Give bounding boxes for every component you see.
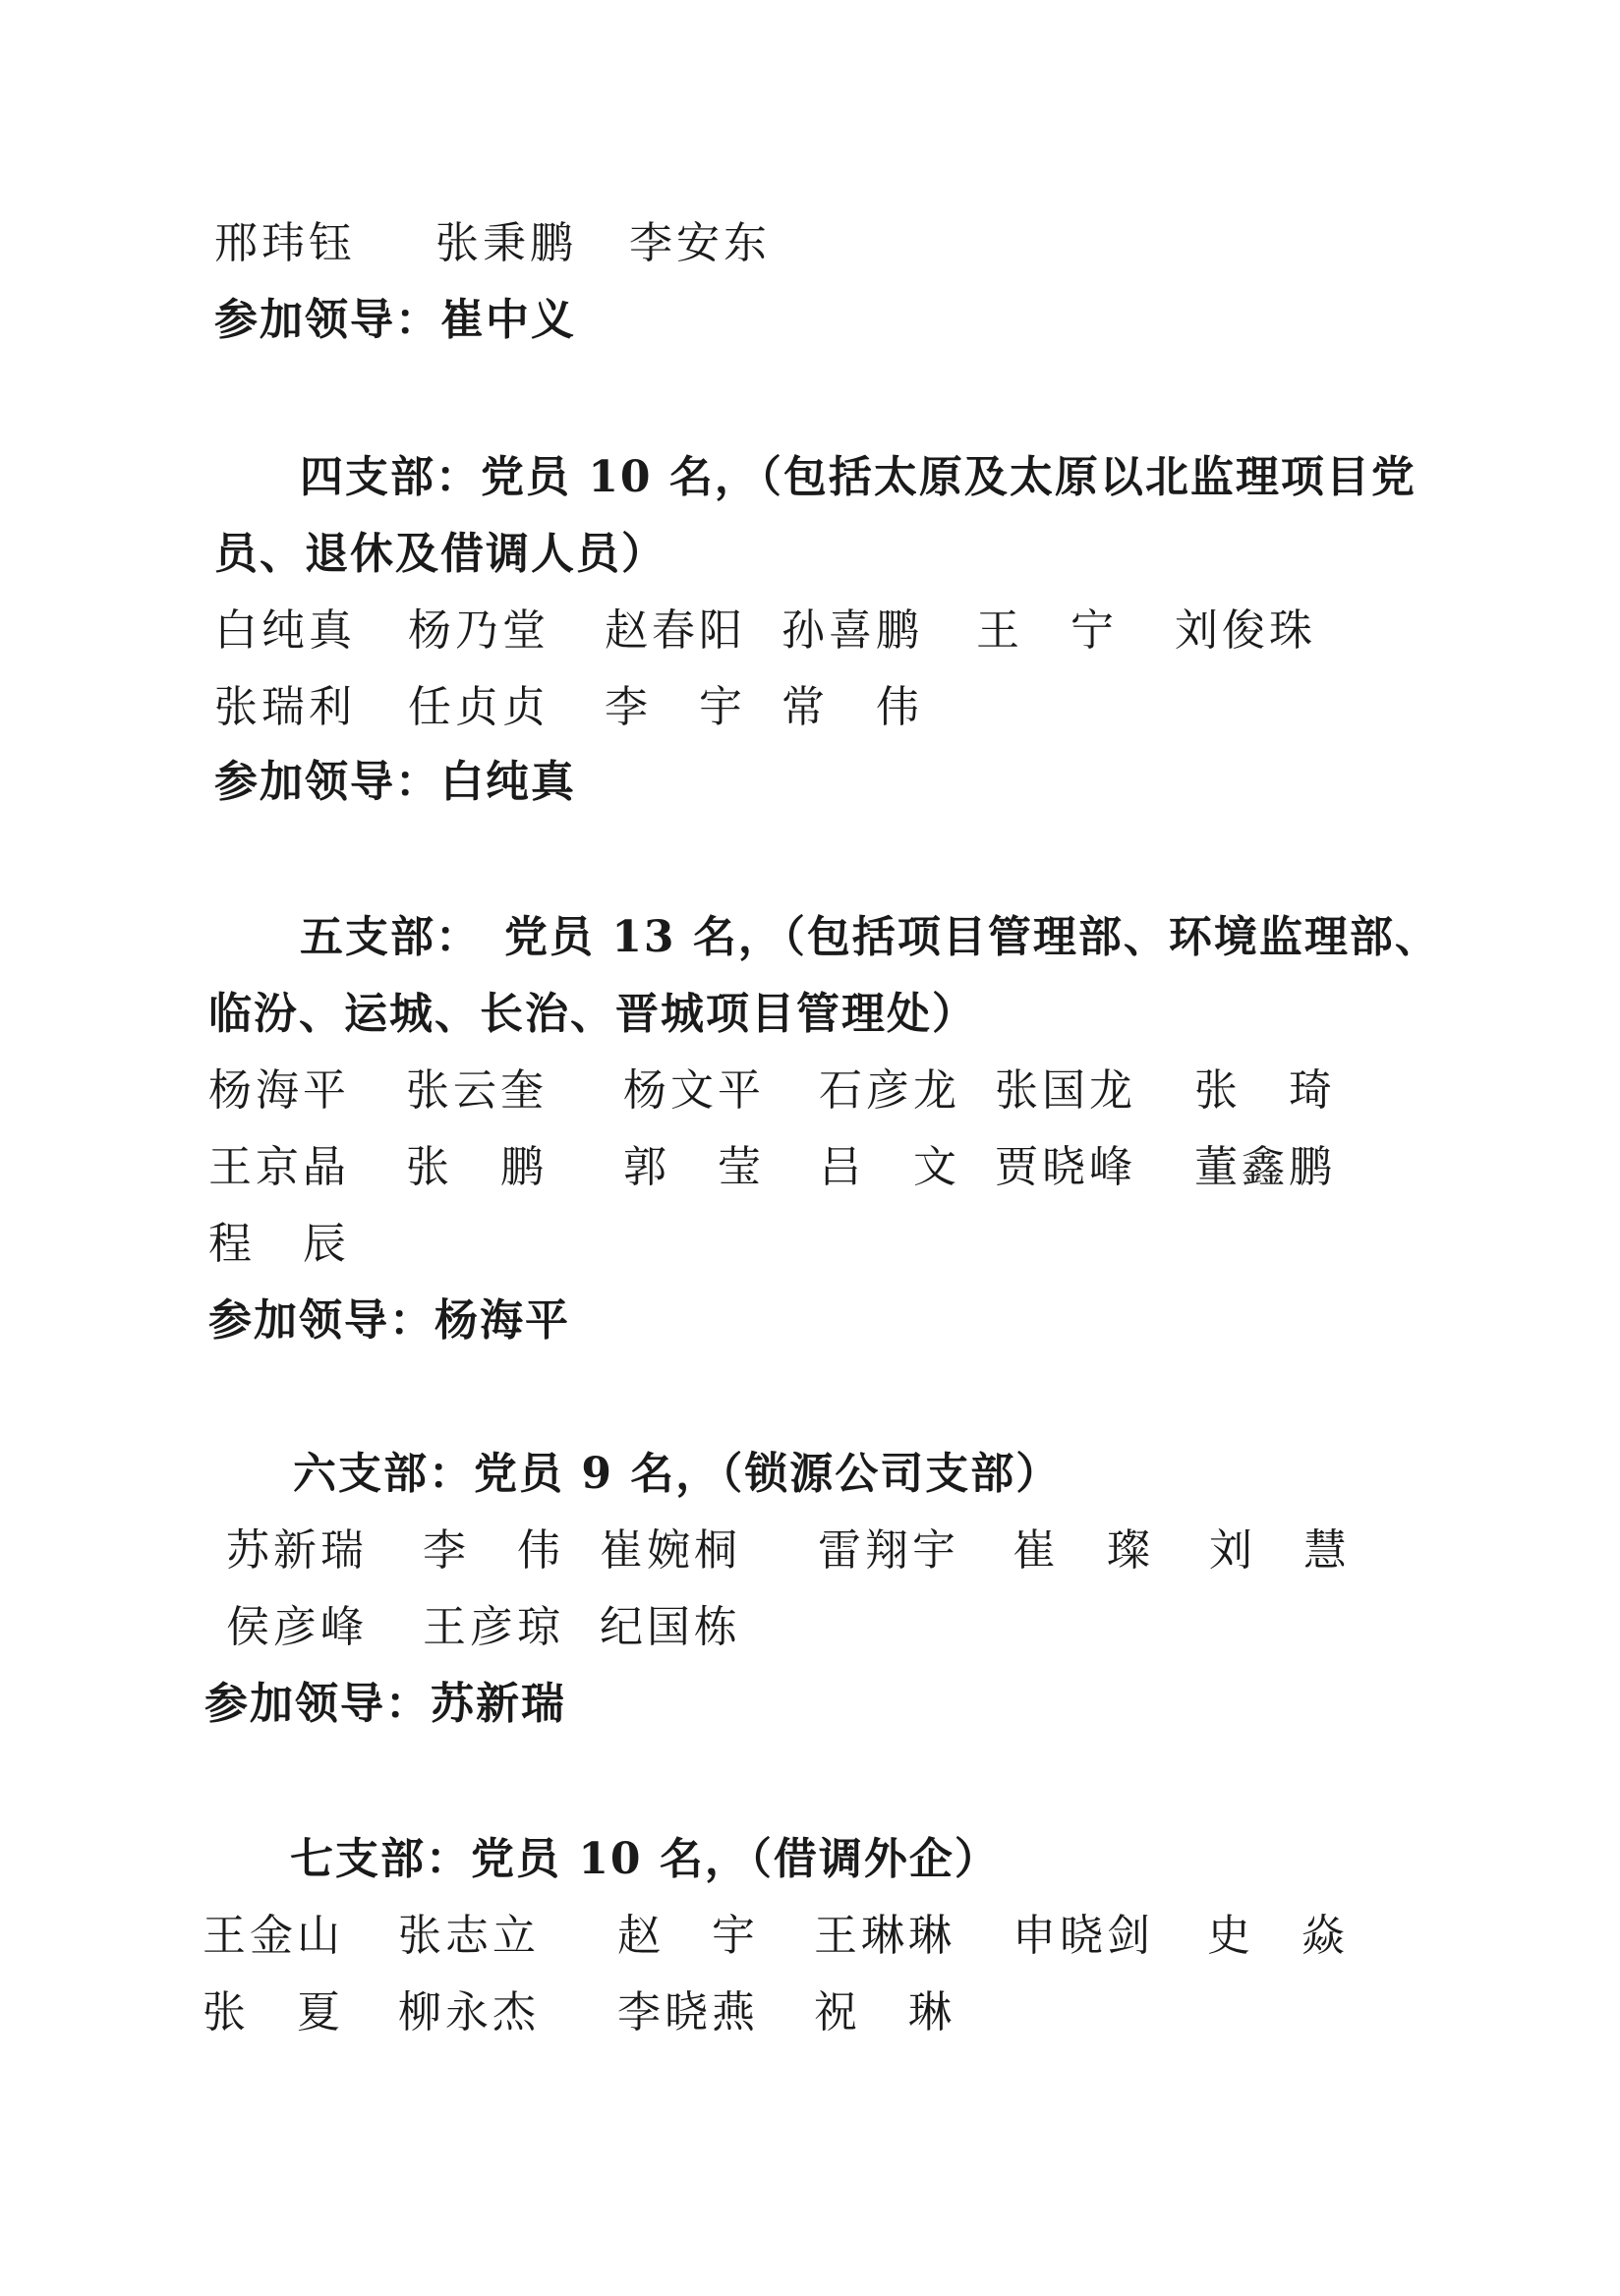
section5-leader: 参加领导：杨海平 (208, 1295, 570, 1346)
member-name: 侯彦峰 (226, 1602, 368, 1652)
section5-heading-line1: 五支部： 党员 13 名，（包括项目管理部、环境监理部、 (300, 912, 1440, 962)
member-name: 王彦琼 (423, 1602, 564, 1652)
member-name: 柳永杰 (398, 1987, 540, 2038)
member-name: 李 宇 (605, 682, 746, 732)
member-name: 申晓剑 (1012, 1911, 1154, 1961)
member-name: 王 宁 (976, 605, 1118, 656)
member-name: 赵春阳 (605, 605, 746, 656)
member-name: 苏新瑞 (226, 1525, 368, 1576)
section5-heading-line2: 临汾、运城、长治、晋城项目管理处） (208, 989, 977, 1039)
member-name: 杨海平 (208, 1065, 350, 1116)
member-name: 常 伟 (781, 682, 923, 732)
section7-heading: 七支部：党员 10 名，（借调外企） (290, 1834, 1000, 1884)
member-name: 雷翔宇 (818, 1525, 959, 1576)
member-name: 崔 璨 (1012, 1525, 1154, 1576)
member-name: 孙喜鹏 (781, 605, 923, 656)
member-name: 杨乃堂 (408, 605, 550, 656)
section3-leader: 参加领导：崔中义 (214, 295, 576, 345)
member-name: 李晓燕 (617, 1987, 759, 2038)
member-name: 张志立 (398, 1911, 540, 1961)
member-name: 史 焱 (1207, 1911, 1349, 1961)
member-name: 董鑫鹏 (1194, 1142, 1336, 1192)
member-name: 张 夏 (202, 1987, 344, 2038)
member-name: 张 琦 (1194, 1065, 1336, 1116)
member-name: 张国龙 (995, 1065, 1136, 1116)
member-name: 程 辰 (208, 1219, 350, 1269)
member-name: 郭 莹 (623, 1142, 765, 1192)
member-name: 崔婉桐 (600, 1525, 741, 1576)
member-name: 吕 文 (819, 1142, 960, 1192)
member-name: 王京晶 (208, 1142, 350, 1192)
member-name: 李 伟 (423, 1525, 564, 1576)
section4-heading-line2: 员、退休及借调人员） (214, 529, 666, 579)
member-name: 王琳琳 (814, 1911, 955, 1961)
member-name: 杨文平 (623, 1065, 765, 1116)
member-name: 刘俊珠 (1175, 605, 1316, 656)
member-name: 祝 琳 (814, 1987, 955, 2038)
member-name: 任贞贞 (408, 682, 550, 732)
section6-heading: 六支部：党员 9 名，（锁源公司支部） (293, 1449, 1062, 1499)
member-name: 张瑞利 (214, 682, 356, 732)
member-name: 张 鹏 (406, 1142, 548, 1192)
section6-leader: 参加领导：苏新瑞 (204, 1679, 566, 1729)
member-name: 张秉鹏 (435, 218, 577, 268)
member-name: 张云奎 (406, 1065, 548, 1116)
member-name: 赵 宇 (617, 1911, 759, 1961)
member-name: 王金山 (202, 1911, 344, 1961)
member-name: 白纯真 (214, 605, 356, 656)
section4-heading-line1: 四支部：党员 10 名，（包括太原及太原以北监理项目党 (300, 452, 1417, 502)
member-name: 邢玮钰 (214, 218, 356, 268)
member-name: 纪国栋 (600, 1602, 741, 1652)
member-name: 石彦龙 (819, 1065, 960, 1116)
member-name: 刘 慧 (1209, 1525, 1351, 1576)
member-name: 李安东 (629, 218, 771, 268)
section4-leader: 参加领导：白纯真 (214, 757, 576, 807)
member-name: 贾晓峰 (995, 1142, 1136, 1192)
